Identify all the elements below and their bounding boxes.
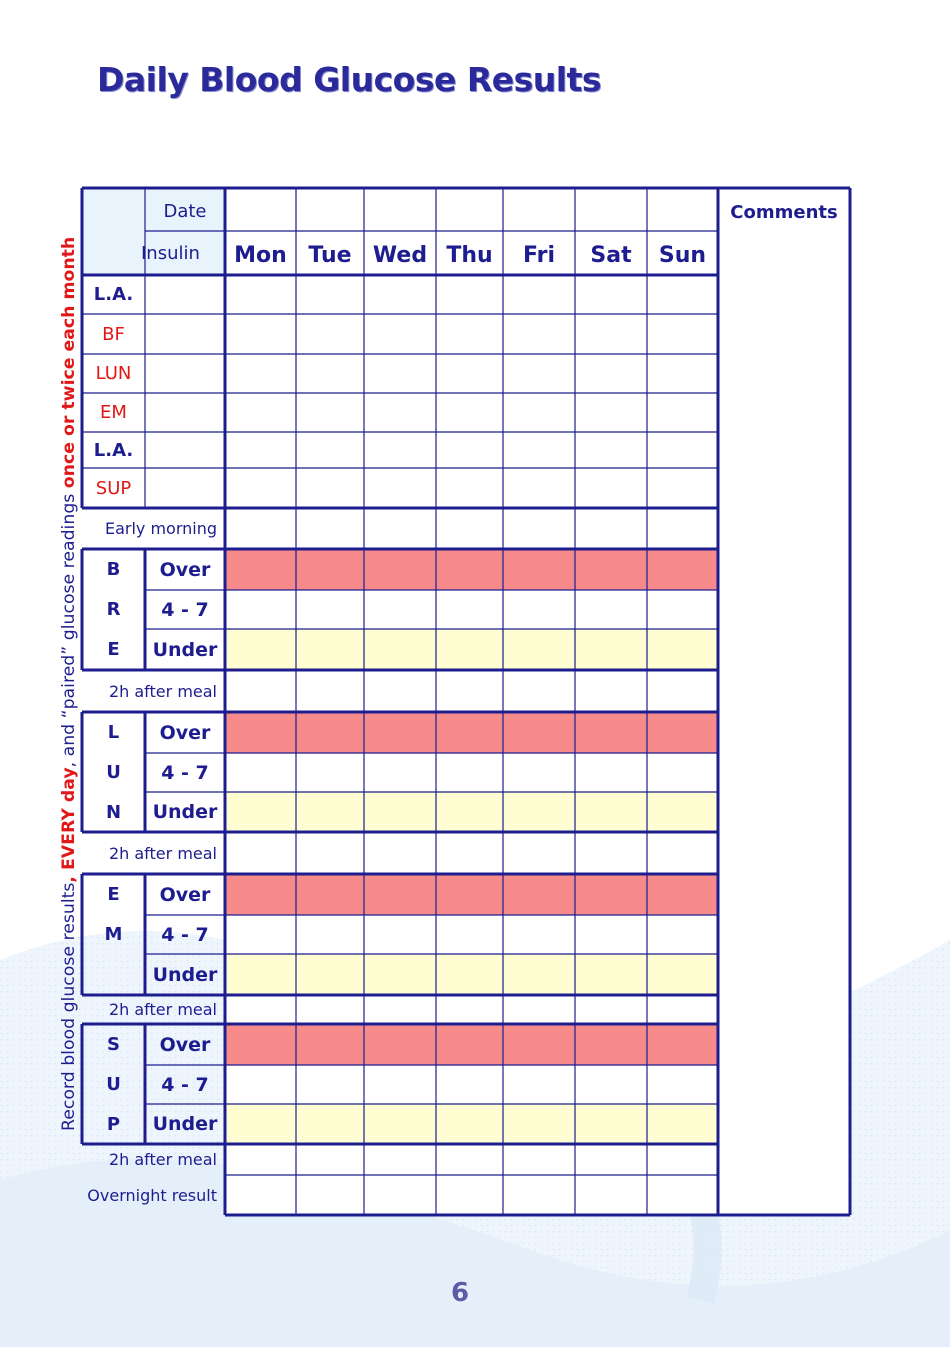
entry-cell[interactable] xyxy=(649,277,716,312)
date-entry-cell[interactable] xyxy=(649,190,716,229)
insulin-row-label: L.A. xyxy=(93,284,134,305)
entry-cell[interactable] xyxy=(438,510,501,547)
date-entry-cell[interactable] xyxy=(227,190,294,229)
insulin-dose-cell[interactable] xyxy=(147,277,223,312)
entry-cell[interactable] xyxy=(577,755,645,790)
entry-cell[interactable] xyxy=(298,631,362,668)
range-label-under: Under xyxy=(152,801,218,823)
entry-cell[interactable] xyxy=(227,356,294,391)
entry-cell[interactable] xyxy=(227,997,294,1022)
entry-cell[interactable] xyxy=(649,794,716,830)
entry-cell[interactable] xyxy=(577,1067,645,1102)
after-meal-label: 2h after meal xyxy=(108,1150,217,1169)
entry-cell[interactable] xyxy=(505,395,573,430)
meal-letter: R xyxy=(106,599,121,620)
entry-cell[interactable] xyxy=(505,917,573,952)
entry-cell[interactable] xyxy=(298,510,362,547)
entry-cell[interactable] xyxy=(366,1026,434,1063)
entry-cell[interactable] xyxy=(298,356,362,391)
after-meal-label: 2h after meal xyxy=(108,843,217,863)
date-entry-cell[interactable] xyxy=(366,190,434,229)
entry-cell[interactable] xyxy=(505,1026,573,1063)
range-label-over: Over xyxy=(159,558,211,581)
entry-cell[interactable] xyxy=(366,997,434,1022)
range-label-over: Over xyxy=(159,721,211,744)
entry-cell[interactable] xyxy=(227,917,294,952)
entry-cell[interactable] xyxy=(438,1067,501,1102)
entry-cell[interactable] xyxy=(649,834,716,872)
range-label-under: Under xyxy=(152,638,218,661)
entry-cell[interactable] xyxy=(227,1177,294,1213)
entry-cell[interactable] xyxy=(649,551,716,588)
range-label-normal: 4 - 7 xyxy=(161,598,209,621)
entry-cell[interactable] xyxy=(649,997,716,1022)
range-label-under: Under xyxy=(152,1113,218,1135)
entry-cell[interactable] xyxy=(438,1026,501,1063)
entry-cell[interactable] xyxy=(649,876,716,913)
entry-cell[interactable] xyxy=(366,876,434,913)
entry-cell[interactable] xyxy=(438,1146,501,1173)
entry-cell[interactable] xyxy=(649,434,716,466)
entry-cell[interactable] xyxy=(227,1106,294,1142)
entry-cell[interactable] xyxy=(505,956,573,993)
entry-cell[interactable] xyxy=(366,631,434,668)
entry-cell[interactable] xyxy=(438,277,501,312)
entry-cell[interactable] xyxy=(366,356,434,391)
entry-cell[interactable] xyxy=(505,755,573,790)
entry-cell[interactable] xyxy=(438,834,501,872)
entry-cell[interactable] xyxy=(298,1026,362,1063)
entry-cell[interactable] xyxy=(438,551,501,588)
entry-cell[interactable] xyxy=(438,714,501,751)
entry-cell[interactable] xyxy=(438,592,501,627)
entry-cell[interactable] xyxy=(298,470,362,506)
entry-cell[interactable] xyxy=(227,714,294,751)
meal-letter: E xyxy=(107,884,120,905)
entry-cell[interactable] xyxy=(577,277,645,312)
entry-cell[interactable] xyxy=(649,395,716,430)
entry-cell[interactable] xyxy=(366,755,434,790)
entry-cell[interactable] xyxy=(577,1026,645,1063)
entry-cell[interactable] xyxy=(366,551,434,588)
entry-cell[interactable] xyxy=(227,277,294,312)
entry-cell[interactable] xyxy=(649,956,716,993)
day-header-mon: Mon xyxy=(234,242,287,268)
side-text-monthly: once or twice each month xyxy=(59,236,79,489)
comments-header: Comments xyxy=(730,201,838,223)
insulin-row-label: EM xyxy=(100,402,127,423)
entry-cell[interactable] xyxy=(227,395,294,430)
range-label-under: Under xyxy=(152,963,218,986)
entry-cell[interactable] xyxy=(649,592,716,627)
entry-cell[interactable] xyxy=(438,956,501,993)
entry-cell[interactable] xyxy=(649,672,716,710)
entry-cell[interactable] xyxy=(649,917,716,952)
entry-cell[interactable] xyxy=(438,672,501,710)
entry-cell[interactable] xyxy=(227,592,294,627)
entry-cell[interactable] xyxy=(227,631,294,668)
meal-letter: U xyxy=(106,1074,121,1095)
entry-cell[interactable] xyxy=(649,1146,716,1173)
early-morning-label: Early morning xyxy=(104,519,217,538)
meal-letter: U xyxy=(106,762,121,783)
entry-cell[interactable] xyxy=(649,470,716,506)
side-instruction-text xyxy=(54,221,84,1131)
insulin-dose-cell[interactable] xyxy=(147,356,223,391)
entry-cell[interactable] xyxy=(366,1177,434,1213)
entry-cell[interactable] xyxy=(298,277,362,312)
entry-cell[interactable] xyxy=(227,672,294,710)
day-header-thu: Thu xyxy=(446,242,493,268)
entry-cell[interactable] xyxy=(366,510,434,547)
entry-cell[interactable] xyxy=(505,1177,573,1213)
entry-cell[interactable] xyxy=(577,956,645,993)
insulin-row-label: SUP xyxy=(95,477,132,499)
meal-letter xyxy=(82,954,145,995)
entry-cell[interactable] xyxy=(438,876,501,913)
entry-cell[interactable] xyxy=(366,956,434,993)
entry-cell[interactable] xyxy=(577,316,645,352)
day-header-tue: Tue xyxy=(308,242,352,268)
entry-cell[interactable] xyxy=(577,834,645,872)
entry-cell[interactable] xyxy=(227,876,294,913)
entry-cell[interactable] xyxy=(366,1067,434,1102)
entry-cell[interactable] xyxy=(577,592,645,627)
entry-cell[interactable] xyxy=(577,356,645,391)
entry-cell[interactable] xyxy=(366,395,434,430)
entry-cell[interactable] xyxy=(438,356,501,391)
range-label-over: Over xyxy=(159,883,211,906)
entry-cell[interactable] xyxy=(366,794,434,830)
entry-cell[interactable] xyxy=(366,672,434,710)
entry-cell[interactable] xyxy=(298,434,362,466)
entry-cell[interactable] xyxy=(298,755,362,790)
entry-cell[interactable] xyxy=(577,672,645,710)
entry-cell[interactable] xyxy=(366,277,434,312)
date-entry-cell[interactable] xyxy=(577,190,645,229)
entry-cell[interactable] xyxy=(505,1146,573,1173)
entry-cell[interactable] xyxy=(577,1146,645,1173)
entry-cell[interactable] xyxy=(438,755,501,790)
entry-cell[interactable] xyxy=(298,551,362,588)
entry-cell[interactable] xyxy=(227,956,294,993)
entry-cell[interactable] xyxy=(577,1177,645,1213)
entry-cell[interactable] xyxy=(505,356,573,391)
entry-cell[interactable] xyxy=(227,794,294,830)
entry-cell[interactable] xyxy=(438,1106,501,1142)
day-header-sat: Sat xyxy=(590,242,632,268)
day-header-fri: Fri xyxy=(522,242,555,268)
entry-cell[interactable] xyxy=(227,510,294,547)
meal-letter: L xyxy=(107,722,120,743)
day-header-sun: Sun xyxy=(658,242,707,268)
entry-cell[interactable] xyxy=(366,1106,434,1142)
insulin-dose-cell[interactable] xyxy=(147,316,223,352)
date-entry-cell[interactable] xyxy=(505,190,573,229)
entry-cell[interactable] xyxy=(227,434,294,466)
entry-cell[interactable] xyxy=(227,551,294,588)
entry-cell[interactable] xyxy=(505,631,573,668)
entry-cell[interactable] xyxy=(298,1106,362,1142)
page-number: 6 xyxy=(450,1278,470,1308)
overnight-label: Overnight result xyxy=(87,1185,217,1205)
meal-letter: P xyxy=(106,1113,121,1135)
insulin-row-label: BF xyxy=(102,323,125,345)
entry-cell[interactable] xyxy=(505,794,573,830)
entry-cell[interactable] xyxy=(366,470,434,506)
date-entry-cell[interactable] xyxy=(438,190,501,229)
side-text-every-day: , EVERY day xyxy=(59,767,79,883)
entry-cell[interactable] xyxy=(438,470,501,506)
entry-cell[interactable] xyxy=(298,672,362,710)
entry-cell[interactable] xyxy=(649,714,716,751)
entry-cell[interactable] xyxy=(577,714,645,751)
entry-cell[interactable] xyxy=(577,876,645,913)
entry-cell[interactable] xyxy=(577,997,645,1022)
entry-cell[interactable] xyxy=(298,1177,362,1213)
entry-cell[interactable] xyxy=(298,956,362,993)
insulin-dose-cell[interactable] xyxy=(147,470,223,506)
entry-cell[interactable] xyxy=(577,434,645,466)
entry-cell[interactable] xyxy=(505,714,573,751)
entry-cell[interactable] xyxy=(649,316,716,352)
entry-cell[interactable] xyxy=(505,470,573,506)
entry-cell[interactable] xyxy=(298,395,362,430)
comments-area[interactable] xyxy=(721,232,847,1212)
entry-cell[interactable] xyxy=(649,755,716,790)
meal-letter: B xyxy=(106,559,121,580)
entry-cell[interactable] xyxy=(366,714,434,751)
entry-cell[interactable] xyxy=(649,631,716,668)
entry-cell[interactable] xyxy=(649,510,716,547)
entry-cell[interactable] xyxy=(366,434,434,466)
entry-cell[interactable] xyxy=(227,1026,294,1063)
insulin-label: Insulin xyxy=(141,242,200,264)
entry-cell[interactable] xyxy=(366,316,434,352)
meal-letter: M xyxy=(104,924,123,945)
entry-cell[interactable] xyxy=(649,1026,716,1063)
entry-cell[interactable] xyxy=(438,997,501,1022)
entry-cell[interactable] xyxy=(298,794,362,830)
entry-cell[interactable] xyxy=(577,510,645,547)
entry-cell[interactable] xyxy=(505,434,573,466)
range-label-over: Over xyxy=(159,1033,211,1056)
entry-cell[interactable] xyxy=(366,1146,434,1173)
entry-cell[interactable] xyxy=(366,592,434,627)
entry-cell[interactable] xyxy=(227,1146,294,1173)
meal-letter: E xyxy=(107,639,120,660)
entry-cell[interactable] xyxy=(298,1067,362,1102)
entry-cell[interactable] xyxy=(505,834,573,872)
entry-cell[interactable] xyxy=(505,672,573,710)
entry-cell[interactable] xyxy=(298,316,362,352)
entry-cell[interactable] xyxy=(227,470,294,506)
entry-cell[interactable] xyxy=(227,834,294,872)
entry-cell[interactable] xyxy=(505,592,573,627)
entry-cell[interactable] xyxy=(577,395,645,430)
entry-cell[interactable] xyxy=(438,794,501,830)
range-label-normal: 4 - 7 xyxy=(161,1073,209,1096)
entry-cell[interactable] xyxy=(227,755,294,790)
entry-cell[interactable] xyxy=(438,917,501,952)
range-label-normal: 4 - 7 xyxy=(161,923,209,946)
entry-cell[interactable] xyxy=(438,316,501,352)
after-meal-label: 2h after meal xyxy=(108,1000,217,1019)
entry-cell[interactable] xyxy=(438,434,501,466)
insulin-row-label: LUN xyxy=(95,363,132,384)
after-meal-label: 2h after meal xyxy=(108,681,217,701)
entry-cell[interactable] xyxy=(505,316,573,352)
entry-cell[interactable] xyxy=(298,592,362,627)
entry-cell[interactable] xyxy=(577,470,645,506)
side-text-part1: Record blood glucose results xyxy=(59,882,79,1131)
entry-cell[interactable] xyxy=(577,917,645,952)
entry-cell[interactable] xyxy=(505,876,573,913)
date-label: Date xyxy=(163,200,207,222)
entry-cell[interactable] xyxy=(438,631,501,668)
entry-cell[interactable] xyxy=(649,1177,716,1213)
entry-cell[interactable] xyxy=(227,316,294,352)
entry-cell[interactable] xyxy=(505,277,573,312)
entry-cell[interactable] xyxy=(577,794,645,830)
entry-cell[interactable] xyxy=(298,876,362,913)
entry-cell[interactable] xyxy=(298,834,362,872)
day-header-wed: Wed xyxy=(372,242,428,268)
entry-cell[interactable] xyxy=(649,356,716,391)
entry-cell[interactable] xyxy=(438,1177,501,1213)
entry-cell[interactable] xyxy=(505,1106,573,1142)
entry-cell[interactable] xyxy=(366,834,434,872)
insulin-dose-cell[interactable] xyxy=(147,395,223,430)
entry-cell[interactable] xyxy=(649,1067,716,1102)
entry-cell[interactable] xyxy=(298,714,362,751)
entry-cell[interactable] xyxy=(577,1106,645,1142)
insulin-dose-cell[interactable] xyxy=(147,434,223,466)
page-title: Daily Blood Glucose Results xyxy=(97,60,601,99)
entry-cell[interactable] xyxy=(505,510,573,547)
entry-cell[interactable] xyxy=(505,997,573,1022)
entry-cell[interactable] xyxy=(298,997,362,1022)
entry-cell[interactable] xyxy=(577,551,645,588)
meal-letter: S xyxy=(107,1034,120,1055)
entry-cell[interactable] xyxy=(227,1067,294,1102)
range-label-normal: 4 - 7 xyxy=(161,761,209,784)
entry-cell[interactable] xyxy=(438,395,501,430)
date-entry-cell[interactable] xyxy=(298,190,362,229)
side-text-part3: , and “paired” glucose readings xyxy=(59,493,79,768)
meal-letter: N xyxy=(105,801,122,823)
entry-cell[interactable] xyxy=(298,1146,362,1173)
entry-cell[interactable] xyxy=(577,631,645,668)
entry-cell[interactable] xyxy=(505,551,573,588)
entry-cell[interactable] xyxy=(505,1067,573,1102)
entry-cell[interactable] xyxy=(298,917,362,952)
entry-cell[interactable] xyxy=(649,1106,716,1142)
entry-cell[interactable] xyxy=(366,917,434,952)
insulin-row-label: L.A. xyxy=(93,439,134,461)
